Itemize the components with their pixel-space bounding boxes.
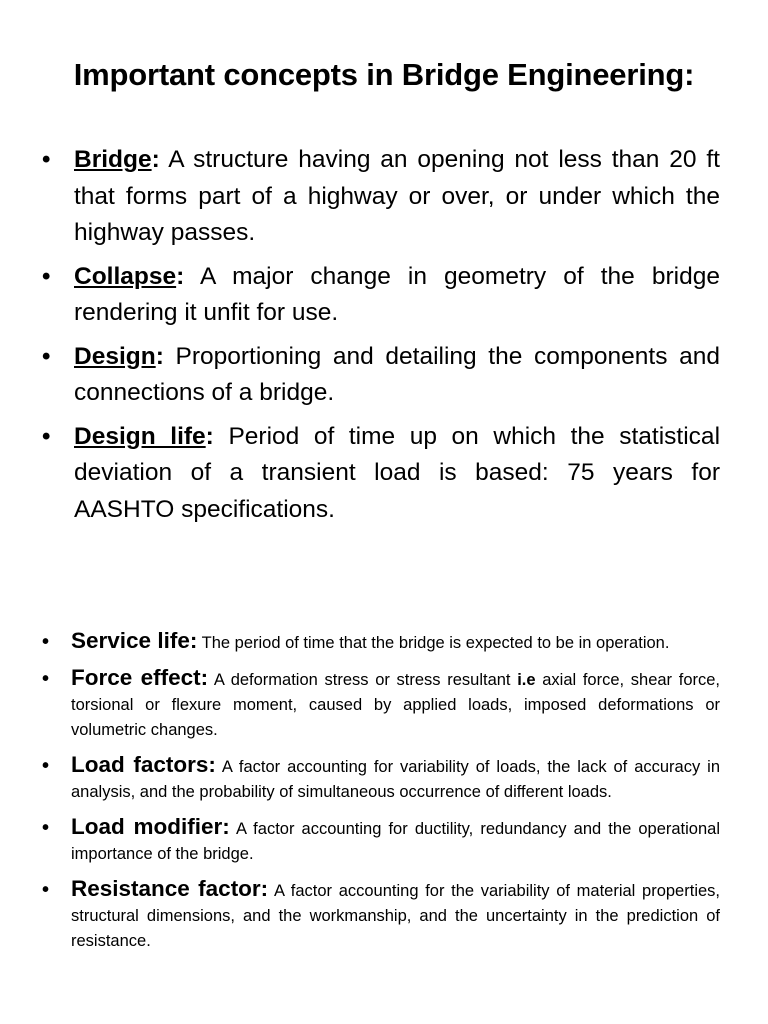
bullet-icon: • — [42, 262, 51, 290]
definition-force-effect-end: axial force, shear force, torsional or flexure moment, caused by applied loads, imposed deformations or volumetric changes. — [71, 671, 720, 739]
term-colon: : — [205, 422, 214, 450]
list-item-load-modifier — [42, 814, 720, 867]
term-colon: : — [155, 342, 164, 370]
term-colon: : — [176, 262, 185, 290]
concept-list-secondary — [42, 628, 720, 963]
definition-service-life: The period of time that the bridge is expected to be in operation. — [201, 634, 670, 652]
term-colon: : — [151, 146, 160, 173]
definition-load-modifier: A factor accounting for ductility, redundancy and the operational importance of the bridge. — [71, 820, 720, 863]
definition-force-effect-start: A deformation stress or stress resultant — [213, 671, 518, 689]
term-load-factors: Load factors: — [71, 752, 216, 777]
bullet-icon: • — [42, 817, 50, 839]
bullet-icon: • — [42, 879, 50, 901]
definition-force-effect-ie: i.e — [517, 671, 536, 689]
term-force-effect: Force effect: — [71, 665, 209, 690]
list-item-design-life — [42, 419, 720, 529]
definition-collapse: A major change in geometry of the bridge rendering it unfit for use. — [74, 262, 720, 326]
list-item-collapse — [42, 259, 720, 332]
list-item-resistance-factor — [42, 876, 720, 954]
concept-list-primary — [42, 142, 720, 535]
definition-design-life: Period of time up on which the statistical deviation of a transient load is based: 75 years for AASHTO specifications. — [74, 422, 721, 523]
bullet-icon: • — [42, 342, 51, 370]
bullet-icon: • — [42, 631, 50, 653]
term-load-modifier: Load modifier: — [71, 814, 230, 839]
term-bridge: Bridge — [74, 146, 152, 173]
term-design: Design — [74, 342, 156, 370]
term-service-life: Service life: — [71, 628, 198, 653]
list-item-design — [42, 339, 720, 412]
definition-resistance-factor: A factor accounting for the variability of material properties, structural dimensions, and the workmanship, and the uncertainty in the prediction of resistance. — [71, 882, 720, 950]
bullet-icon: • — [42, 668, 50, 690]
bullet-icon: • — [42, 755, 50, 777]
term-resistance-factor: Resistance factor: — [71, 876, 269, 901]
term-design-life: Design life — [74, 422, 206, 450]
bullet-icon: • — [42, 422, 51, 450]
definition-bridge: A structure having an opening not less than 20 ft that forms part of a highway or over, or under which the highway passes. — [74, 146, 720, 246]
list-item-bridge — [42, 142, 720, 252]
list-item-force-effect — [42, 665, 720, 743]
definition-load-factors: A factor accounting for variability of loads, the lack of accuracy in analysis, and the probability of simultaneous occurrence of different loads. — [71, 758, 720, 801]
term-collapse: Collapse — [74, 262, 177, 290]
definition-design: Proportioning and detailing the components and connections of a bridge. — [74, 342, 720, 406]
list-item-service-life — [42, 628, 720, 656]
list-item-load-factors — [42, 752, 720, 805]
bullet-icon: • — [42, 146, 51, 173]
page-title: Important concepts in Bridge Engineering: — [73, 57, 695, 92]
